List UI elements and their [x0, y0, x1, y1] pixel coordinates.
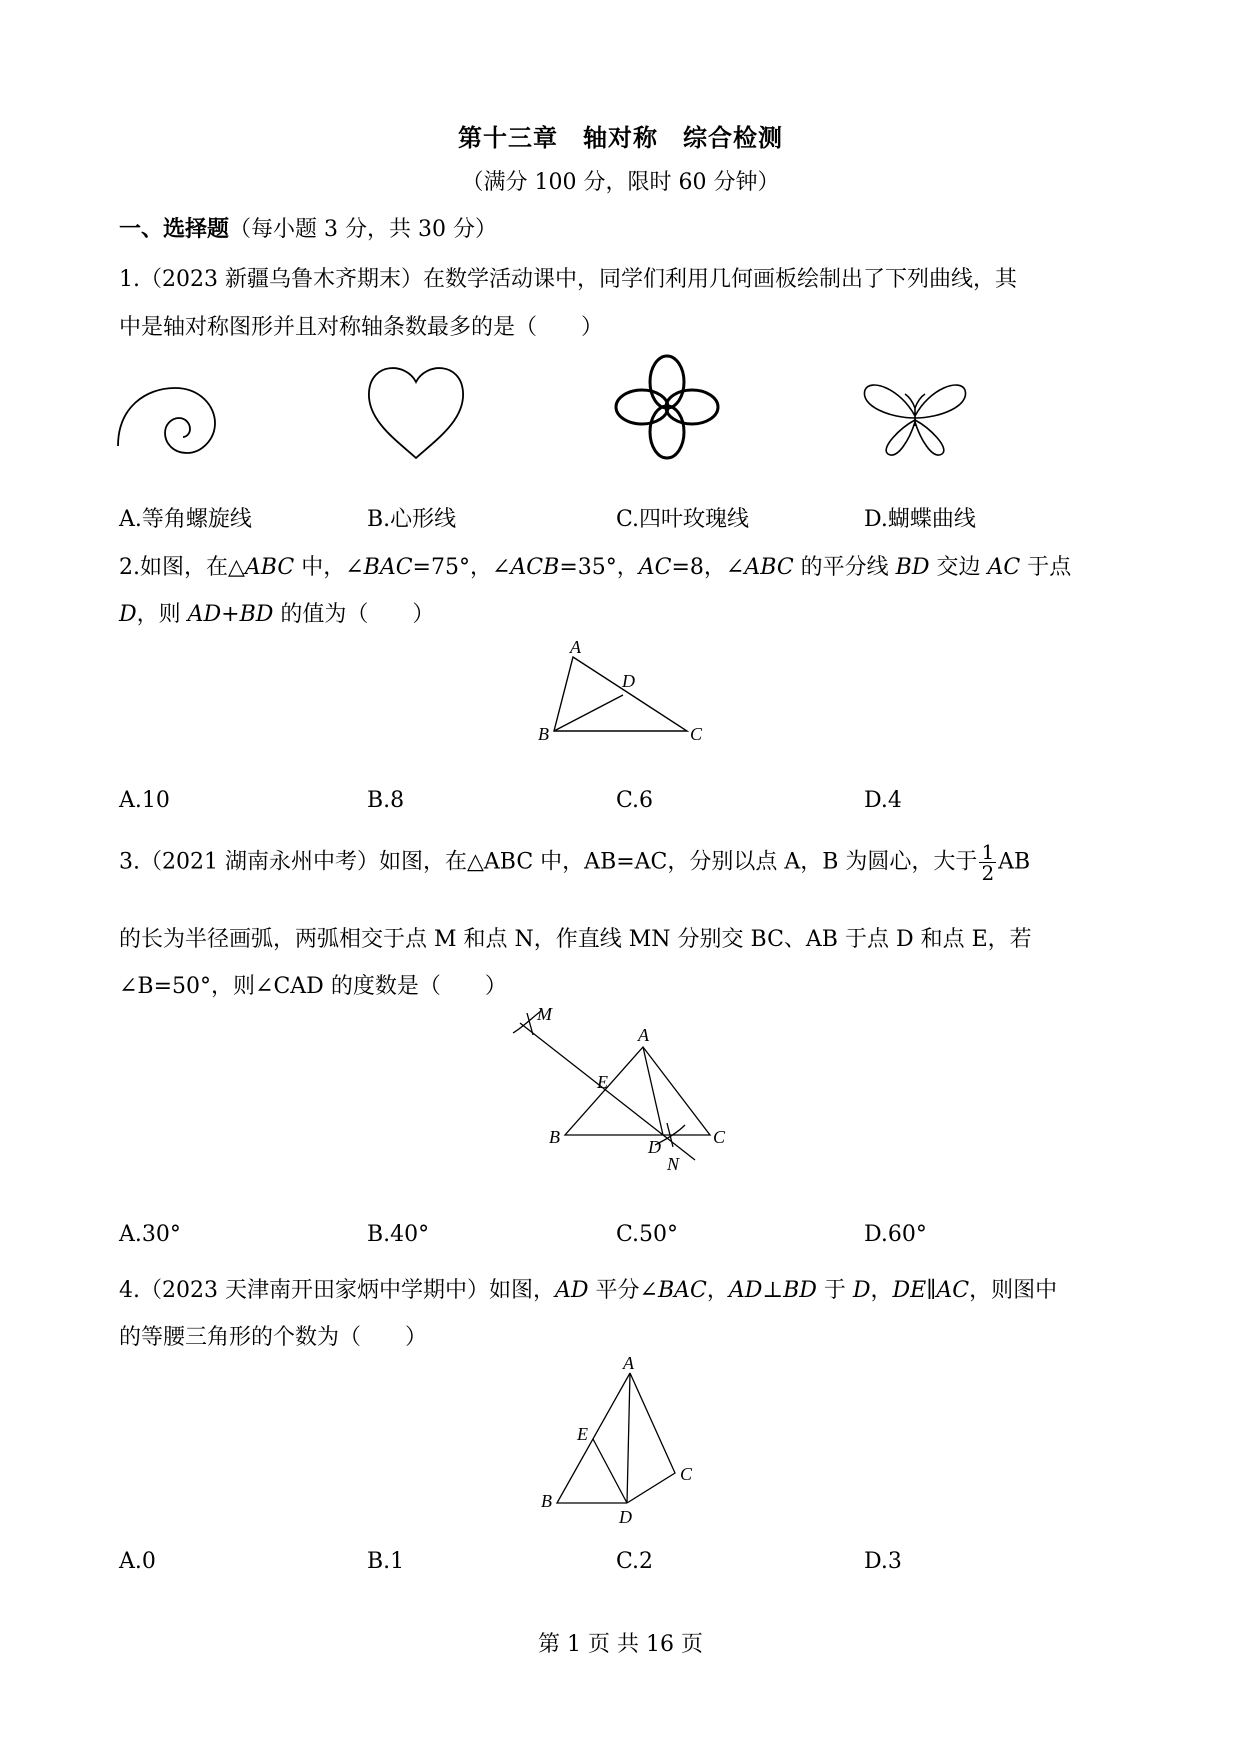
q4-triangle-figure	[535, 1355, 715, 1530]
q3-option-d[interactable]: D.60°	[864, 1222, 927, 1247]
q2-label-c: C	[690, 724, 703, 744]
q2-triangle-figure	[530, 635, 710, 750]
q2-option-a[interactable]: A.10	[119, 788, 170, 813]
butterfly-figure	[860, 378, 970, 458]
q4-option-b[interactable]: B.1	[367, 1549, 405, 1574]
q2-option-d[interactable]: D.4	[864, 788, 902, 813]
q3-label-e: E	[597, 1072, 608, 1092]
q4-option-d[interactable]: D.3	[864, 1549, 902, 1574]
q1-option-b[interactable]: B.心形线	[367, 507, 457, 532]
q4-option-c[interactable]: C.2	[616, 1549, 654, 1574]
q2-label-b: B	[538, 724, 549, 744]
q2-line2: D，则 AD+BD 的值为（ ）	[119, 602, 435, 627]
q4-label-a: A	[623, 1353, 634, 1373]
q2-label-a: A	[570, 637, 581, 657]
q4-line1: 4.（2023 天津南开田家炳中学期中）如图，AD 平分∠BAC，AD⊥BD 于 D，DE∥AC，则图中	[119, 1278, 1058, 1303]
q3-label-b: B	[549, 1127, 560, 1147]
q3-option-a[interactable]: A.30°	[119, 1222, 181, 1247]
q3-option-b[interactable]: B.40°	[367, 1222, 430, 1247]
q4-option-a[interactable]: A.0	[119, 1549, 156, 1574]
page-title: 第十三章 轴对称 综合检测	[458, 123, 783, 152]
page-subtitle: （满分 100 分，限时 60 分钟）	[461, 170, 780, 195]
q3-line1: 3.（2021 湖南永州中考）如图，在△ABC 中，AB=AC，分别以点 A，B 为圆心，大于 $\frac{1}{2}$ AB	[119, 840, 1031, 885]
q4-label-c: C	[680, 1464, 693, 1484]
q3-line3: ∠B=50°，则∠CAD 的度数是（ ）	[119, 974, 507, 999]
q3-line2: 的长为半径画弧，两弧相交于点 M 和点 N，作直线 MN 分别交 BC、AB 于点 D 和点 E，若	[119, 927, 1032, 952]
q2-option-b[interactable]: B.8	[367, 788, 405, 813]
q3-label-d: D	[648, 1137, 661, 1157]
q3-label-m: M	[537, 1004, 552, 1024]
q1-line2: 中是轴对称图形并且对称轴条数最多的是（ ）	[119, 315, 604, 340]
q2-line1: 2.如图，在△ABC 中，∠BAC=75°，∠ACB=35°，AC=8，∠ABC 的平分线 BD 交边 AC 于点	[119, 555, 1072, 580]
q3-fraction-half: $\frac{1}{2}$	[981, 840, 995, 885]
section-label: 一、选择题	[119, 216, 230, 242]
q1-option-d[interactable]: D.蝴蝶曲线	[864, 507, 976, 532]
four-leaf-rose-figure	[612, 352, 722, 462]
page-footer: 第 1 页 共 16 页	[538, 1632, 703, 1657]
q3-construction-figure	[505, 1005, 735, 1180]
spiral-figure	[115, 368, 225, 458]
q3-option-c[interactable]: C.50°	[616, 1222, 679, 1247]
q1-option-c[interactable]: C.四叶玫瑰线	[616, 507, 750, 532]
q4-label-d: D	[619, 1507, 632, 1527]
q2-option-c[interactable]: C.6	[616, 788, 654, 813]
heart-figure	[366, 360, 466, 460]
q1-option-a[interactable]: A.等角螺旋线	[119, 507, 252, 532]
q3-label-n: N	[667, 1154, 680, 1174]
q3-label-c: C	[713, 1127, 726, 1147]
section-note: （每小题 3 分，共 30 分）	[229, 217, 497, 242]
q4-label-b: B	[541, 1491, 552, 1511]
q3-label-a: A	[638, 1025, 649, 1045]
section-heading	[119, 212, 497, 243]
q1-line1: 1.（2023 新疆乌鲁木齐期末）在数学活动课中，同学们利用几何画板绘制出了下列曲线，其	[119, 267, 1017, 292]
q4-label-e: E	[577, 1424, 588, 1444]
q2-label-d: D	[622, 671, 635, 691]
q4-line2: 的等腰三角形的个数为（ ）	[119, 1325, 428, 1350]
